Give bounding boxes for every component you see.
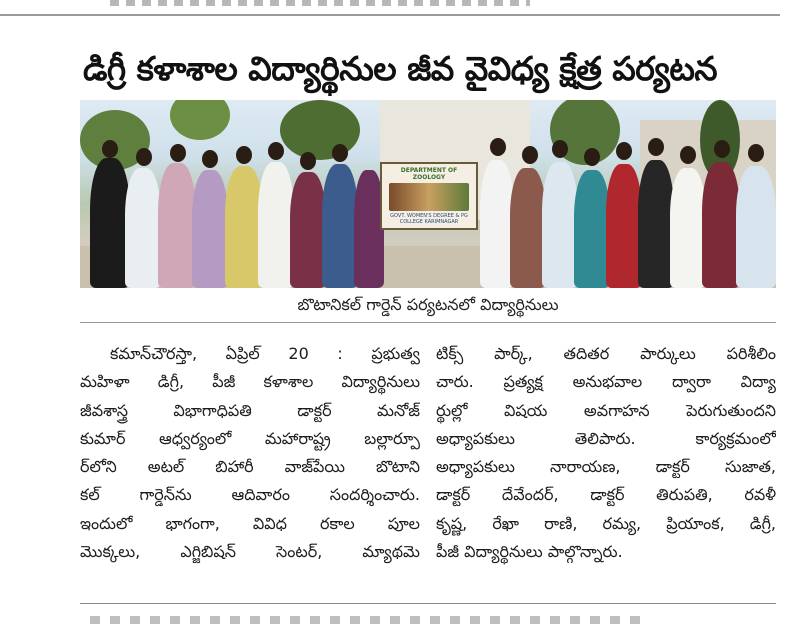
body-line: అధ్యాపకులు నారాయణ, డాక్టర్ సుజాత, [436, 457, 776, 477]
clipped-next-article [90, 616, 650, 624]
body-line: కృష్ణ, రేఖా రాణి, రమ్య, ప్రియాంక, డిగ్రీ, [436, 513, 776, 533]
banner-title: DEPARTMENT OF ZOOLOGY [400, 167, 458, 181]
body-column-right [436, 340, 776, 566]
bottom-divider [80, 603, 776, 604]
photo-caption: బొటానికల్ గార్డెన్ పర్యటనలో విద్యార్థినులు [297, 295, 559, 314]
body-line: ఇందులో భాగంగా, వివిధ రకాల పూల [80, 513, 420, 533]
headline: డిగ్రీ కళాశాల విద్యార్థినుల జీవ వైవిధ్య క్షేత్ర పర్యటన [82, 49, 718, 89]
group-banner [380, 162, 478, 230]
body-line: టిక్స్ పార్క్, తదితర పార్కులు పరిశీలిం [436, 344, 776, 363]
banner-image [389, 183, 469, 211]
body-line: డాక్టర్ దేవేందర్, డాక్టర్ తిరుపతి, రవళీ [436, 485, 776, 505]
top-divider [0, 14, 780, 16]
body-column-left [80, 340, 420, 566]
body-line: మహిళా డిగ్రీ, పీజీ కళాశాల విద్యార్థినులు [80, 372, 420, 392]
body-line: కల్ గార్డెన్‌ను ఆదివారం సందర్శించారు. [80, 485, 420, 505]
body-line: అధ్యాపకులు తెలిపారు. కార్యక్రమంలో [436, 428, 776, 448]
body-line: పీజీ విద్యార్థినులు పాల్గొన్నారు. [436, 542, 623, 562]
body-line: కుమార్ ఆధ్వర్యంలో మహారాష్ట్ర బల్లార్పూ [80, 428, 420, 448]
body-line: జీవశాస్త్ర విభాగాధిపతి డాక్టర్ మనోజ్ [80, 400, 420, 420]
body-line: కమాన్‌చౌరస్తా, ఏప్రిల్ 20 : ప్రభుత్వ [110, 344, 420, 363]
banner-footer: GOVT. WOMEN'S DEGREE & PG COLLEGE KARIMNAGAR [390, 213, 468, 225]
caption-divider [80, 322, 776, 323]
body-line: మొక్కలు, ఎగ్జిబిషన్ సెంటర్, మ్యాథమె [80, 542, 420, 562]
clipped-previous-article [110, 0, 530, 6]
body-line: ర్థుల్లో విషయ అవగాహన పెరుగుతుందని [436, 400, 776, 420]
body-line: ర్‌లోని అటల్ బిహారీ వాజ్‌పేయి బొటాని [80, 457, 420, 477]
body-line: చారు. ప్రత్యక్ష అనుభవాల ద్వారా విద్యా [436, 372, 776, 392]
group-photo [80, 100, 776, 288]
